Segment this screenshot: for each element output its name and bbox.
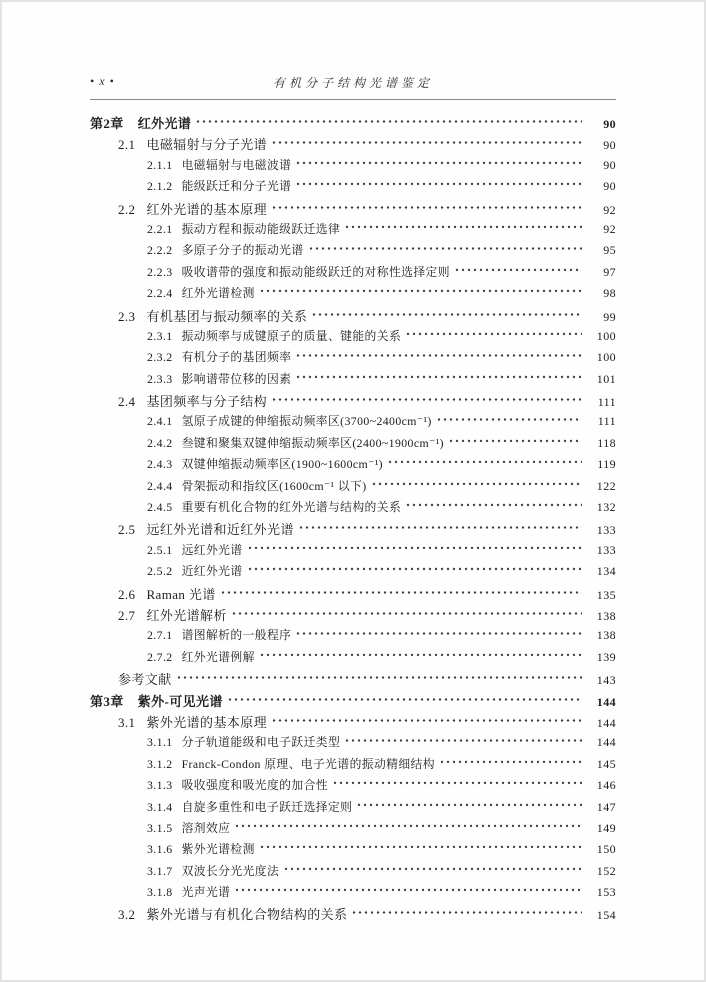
toc-entry[interactable] <box>90 840 616 861</box>
toc-entry-title: 振动频率与成键原子的质量、键能的关系 <box>181 328 402 343</box>
toc-dot-leader <box>387 456 582 468</box>
toc-entry-title: 振动方程和振动能级跃迁选律 <box>181 221 341 236</box>
toc-dot-leader <box>448 435 582 447</box>
toc-entry-page: 154 <box>596 908 616 923</box>
toc-entry-number: 3.1.1 <box>147 735 173 750</box>
toc-entry-number: 2.2 <box>118 201 136 217</box>
toc-entry[interactable] <box>90 220 616 241</box>
toc-entry-page: 101 <box>596 371 616 386</box>
toc-entry-number: 3.1.3 <box>147 778 173 793</box>
toc-dot-leader <box>295 178 582 190</box>
toc-entry-number: 2.5.2 <box>147 564 173 579</box>
toc-entry-number: 2.4.4 <box>147 478 173 493</box>
toc-entry[interactable] <box>90 669 616 690</box>
toc-dot-leader <box>195 115 582 128</box>
toc-dot-leader <box>344 221 582 233</box>
toc-dot-leader <box>247 563 582 575</box>
toc-dot-leader <box>344 735 582 747</box>
toc-entry-number: 2.4.1 <box>147 414 173 429</box>
toc-entry-title: 红外光谱例解 <box>181 649 255 664</box>
toc-entry-title: 红外光谱的基本原理 <box>146 201 268 217</box>
toc-entry-page: 144 <box>596 735 616 750</box>
toc-dot-leader <box>298 521 582 534</box>
toc-dot-leader <box>295 628 582 640</box>
toc-entry[interactable] <box>90 455 616 476</box>
toc-entry[interactable] <box>90 134 616 155</box>
toc-entry[interactable] <box>90 156 616 177</box>
toc-dot-leader <box>259 649 582 661</box>
toc-entry-title: 吸收强度和吸光度的加合性 <box>181 778 328 793</box>
toc-entry-page: 133 <box>596 542 616 557</box>
toc-entry-page: 95 <box>603 243 616 258</box>
toc-dot-leader <box>271 136 582 149</box>
toc-entry[interactable] <box>90 412 616 433</box>
toc-entry-number: 3.1.8 <box>147 885 173 900</box>
toc-entry[interactable] <box>90 562 616 583</box>
toc-entry-title: 谱图解析的一般程序 <box>181 628 292 643</box>
toc-entry-title: 有机基团与振动频率的关系 <box>146 308 308 324</box>
toc-entry-title: 双波长分光光度法 <box>181 863 280 878</box>
toc-dot-leader <box>311 308 582 321</box>
toc-entry[interactable] <box>90 798 616 819</box>
toc-entry[interactable] <box>90 904 616 925</box>
toc-entry-page: 90 <box>603 157 616 172</box>
toc-entry[interactable] <box>90 113 616 134</box>
toc-entry-page: 138 <box>596 608 616 623</box>
toc-dot-leader <box>332 777 582 789</box>
toc-entry-number: 2.1.1 <box>147 157 173 172</box>
toc-dot-leader <box>405 499 582 511</box>
toc-entry-title: 影响谱带位移的因素 <box>181 371 292 386</box>
toc-dot-leader <box>271 393 582 406</box>
toc-entry-number: 2.5 <box>118 522 136 538</box>
toc-entry-title: 基团频率与分子结构 <box>146 394 268 410</box>
toc-dot-leader <box>259 285 582 297</box>
toc-entry-page: 153 <box>596 885 616 900</box>
toc-entry-title: 紫外光谱的基本原理 <box>146 714 268 730</box>
toc-entry-page: 100 <box>596 328 616 343</box>
toc-entry[interactable] <box>90 541 616 562</box>
toc-dot-leader <box>295 350 582 362</box>
toc-dot-leader <box>231 607 582 620</box>
toc-entry-page: 92 <box>603 221 616 236</box>
toc-entry[interactable] <box>90 498 616 519</box>
toc-entry-title: 重要有机化合物的红外光谱与结构的关系 <box>181 500 402 515</box>
toc-entry-page: 99 <box>603 309 616 324</box>
toc-dot-leader <box>439 756 582 768</box>
toc-dot-leader <box>227 693 582 706</box>
toc-dot-leader <box>371 478 582 490</box>
toc-entry[interactable] <box>90 263 616 284</box>
toc-entry-page: 118 <box>597 435 616 450</box>
toc-entry-number: 2.6 <box>118 586 136 602</box>
toc-entry-title: 分子轨道能级和电子跃迁类型 <box>181 735 341 750</box>
toc-entry-number: 2.4.5 <box>147 500 173 515</box>
toc-entry-page: 100 <box>596 350 616 365</box>
toc-entry[interactable] <box>90 755 616 776</box>
toc-entry-number: 2.2.4 <box>147 286 173 301</box>
toc-entry-title: 电磁辐射与分子光谱 <box>146 137 268 153</box>
page-header <box>90 74 616 92</box>
toc-entry-number: 3.1.6 <box>147 842 173 857</box>
toc-entry-number: 2.7.1 <box>147 628 173 643</box>
toc-dot-leader <box>271 714 582 727</box>
toc-entry-title: 有机分子的基团频率 <box>181 350 292 365</box>
toc-entry-number: 3.1.2 <box>147 756 173 771</box>
toc-entry-page: 147 <box>596 799 616 814</box>
toc-entry[interactable] <box>90 348 616 369</box>
toc-entry-number: 2.3.1 <box>147 328 173 343</box>
toc-entry[interactable] <box>90 733 616 754</box>
toc-entry-page: 144 <box>596 694 616 709</box>
toc-entry[interactable] <box>90 434 616 455</box>
toc-entry-number: 2.2.2 <box>147 243 173 258</box>
toc-dot-leader <box>259 841 582 853</box>
toc-entry-page: 98 <box>603 286 616 301</box>
toc-entry[interactable] <box>90 819 616 840</box>
toc-entry-number: 2.5.1 <box>147 542 173 557</box>
toc-list <box>90 113 616 926</box>
toc-entry-page: 152 <box>596 863 616 878</box>
toc-entry-number: 2.2.3 <box>147 264 173 279</box>
toc-entry-title: 红外光谱检测 <box>181 286 255 301</box>
toc-entry-page: 135 <box>596 587 616 602</box>
toc-dot-leader <box>234 820 582 832</box>
toc-entry-page: 90 <box>603 138 616 153</box>
toc-entry[interactable] <box>90 605 616 626</box>
toc-entry[interactable] <box>90 648 616 669</box>
toc-entry-title: 氢原子成键的伸缩振动频率区(3700~2400cm⁻¹) <box>181 414 432 429</box>
toc-entry-number: 2.1 <box>118 137 136 153</box>
toc-entry[interactable] <box>90 284 616 305</box>
toc-entry-number: 2.7 <box>118 607 136 623</box>
toc-entry-title: 能级跃迁和分子光谱 <box>181 179 292 194</box>
toc-entry-number: 第3章 <box>90 693 124 709</box>
toc-entry-title: 叁键和聚集双键伸缩振动频率区(2400~1900cm⁻¹) <box>181 435 444 450</box>
toc-entry-page: 149 <box>596 820 616 835</box>
toc-entry-title: 溶剂效应 <box>181 820 231 835</box>
toc-entry[interactable] <box>90 519 616 540</box>
toc-dot-leader <box>295 371 582 383</box>
toc-entry-page: 132 <box>596 500 616 515</box>
toc-entry-title: 光声光谱 <box>181 885 231 900</box>
toc-entry[interactable] <box>90 776 616 797</box>
toc-entry-number: 3.2 <box>118 907 136 923</box>
toc-entry-number: 2.3 <box>118 308 136 324</box>
toc-entry-title: 红外光谱解析 <box>146 607 227 623</box>
toc-entry-title: 远红外光谱 <box>181 542 243 557</box>
toc-entry-title: 多原子分子的振动光谱 <box>181 243 304 258</box>
toc-entry[interactable] <box>90 391 616 412</box>
toc-entry-page: 119 <box>597 457 616 472</box>
toc-entry-title: 电磁辐射与电磁波谱 <box>181 157 292 172</box>
toc-entry[interactable] <box>90 370 616 391</box>
toc-dot-leader <box>436 414 582 426</box>
toc-entry-title: Raman 光谱 <box>146 586 216 602</box>
page-number-marker: • x • <box>90 74 115 88</box>
toc-entry[interactable] <box>90 883 616 904</box>
toc-entry[interactable] <box>90 477 616 498</box>
toc-entry-number: 3.1.7 <box>147 863 173 878</box>
toc-entry-number: 3.1 <box>118 714 136 730</box>
toc-dot-leader <box>351 906 582 919</box>
toc-entry-page: 144 <box>596 715 616 730</box>
toc-entry-number: 2.3.3 <box>147 371 173 386</box>
toc-entry-number: 2.1.2 <box>147 179 173 194</box>
toc-entry-page: 143 <box>596 673 616 688</box>
toc-dot-leader <box>295 157 582 169</box>
toc-dot-leader <box>234 884 582 896</box>
toc-entry-page: 122 <box>596 478 616 493</box>
toc-entry-title: 自旋多重性和电子跃迁选择定则 <box>181 799 353 814</box>
toc-entry[interactable] <box>90 199 616 220</box>
toc-entry-number: 2.7.2 <box>147 649 173 664</box>
toc-entry-page: 139 <box>596 649 616 664</box>
toc-dot-leader <box>454 264 582 276</box>
header-rule <box>90 99 616 100</box>
toc-entry[interactable] <box>90 626 616 647</box>
toc-entry-title: 远红外光谱和近红外光谱 <box>146 522 294 538</box>
toc-dot-leader <box>283 863 582 875</box>
toc-entry-title: Franck-Condon 原理、电子光谱的振动精细结构 <box>181 756 435 771</box>
toc-entry-title: 紫外光谱与有机化合物结构的关系 <box>146 907 348 923</box>
toc-entry[interactable] <box>90 306 616 327</box>
toc-entry-number: 3.1.5 <box>147 820 173 835</box>
toc-entry[interactable] <box>90 691 616 712</box>
toc-dot-leader <box>176 671 582 684</box>
toc-entry-number: 2.2.1 <box>147 221 173 236</box>
toc-entry-page: 134 <box>596 564 616 579</box>
toc-entry-page: 92 <box>603 202 616 217</box>
toc-entry-page: 138 <box>596 628 616 643</box>
toc-entry[interactable] <box>90 712 616 733</box>
toc-entry[interactable] <box>90 862 616 883</box>
toc-entry-page: 146 <box>596 778 616 793</box>
toc-entry-page: 111 <box>597 395 616 410</box>
toc-entry-title: 骨架振动和指纹区(1600cm⁻¹ 以下) <box>181 478 367 493</box>
toc-dot-leader <box>220 586 582 599</box>
toc-entry-number: 2.4.2 <box>147 435 173 450</box>
toc-entry-page: 150 <box>596 842 616 857</box>
toc-entry-page: 133 <box>596 523 616 538</box>
running-head-book-title: 有机分子结构光谱鉴定 <box>272 76 433 90</box>
toc-entry[interactable] <box>90 327 616 348</box>
toc-entry-page: 90 <box>603 117 616 131</box>
toc-entry-title: 红外光谱 <box>137 116 192 131</box>
toc-entry-title: 吸收谱带的强度和振动能级跃迁的对称性选择定则 <box>181 264 450 279</box>
toc-entry-title: 双键伸缩振动频率区(1900~1600cm⁻¹) <box>181 457 383 472</box>
toc-entry-number: 2.4 <box>118 394 136 410</box>
toc-entry[interactable] <box>90 241 616 262</box>
toc-dot-leader <box>308 243 582 255</box>
toc-dot-leader <box>271 201 582 214</box>
toc-entry-page: 145 <box>596 756 616 771</box>
toc-entry[interactable] <box>90 177 616 198</box>
toc-dot-leader <box>405 328 582 340</box>
toc-entry-number: 2.3.2 <box>147 350 173 365</box>
toc-entry-page: 90 <box>603 179 616 194</box>
toc-dot-leader <box>247 542 582 554</box>
toc-entry-number: 第2章 <box>90 116 124 131</box>
toc-entry-title: 紫外-可见光谱 <box>137 693 223 709</box>
toc-entry[interactable] <box>90 584 616 605</box>
toc-entry-title: 参考文献 <box>118 672 172 688</box>
toc-entry-number: 2.4.3 <box>147 457 173 472</box>
toc-dot-leader <box>356 799 582 811</box>
toc-entry-number: 3.1.4 <box>147 799 173 814</box>
toc-entry-page: 97 <box>603 264 616 279</box>
toc-entry-title: 近红外光谱 <box>181 564 243 579</box>
toc-entry-page: 111 <box>597 414 616 429</box>
toc-entry-title: 紫外光谱检测 <box>181 842 255 857</box>
